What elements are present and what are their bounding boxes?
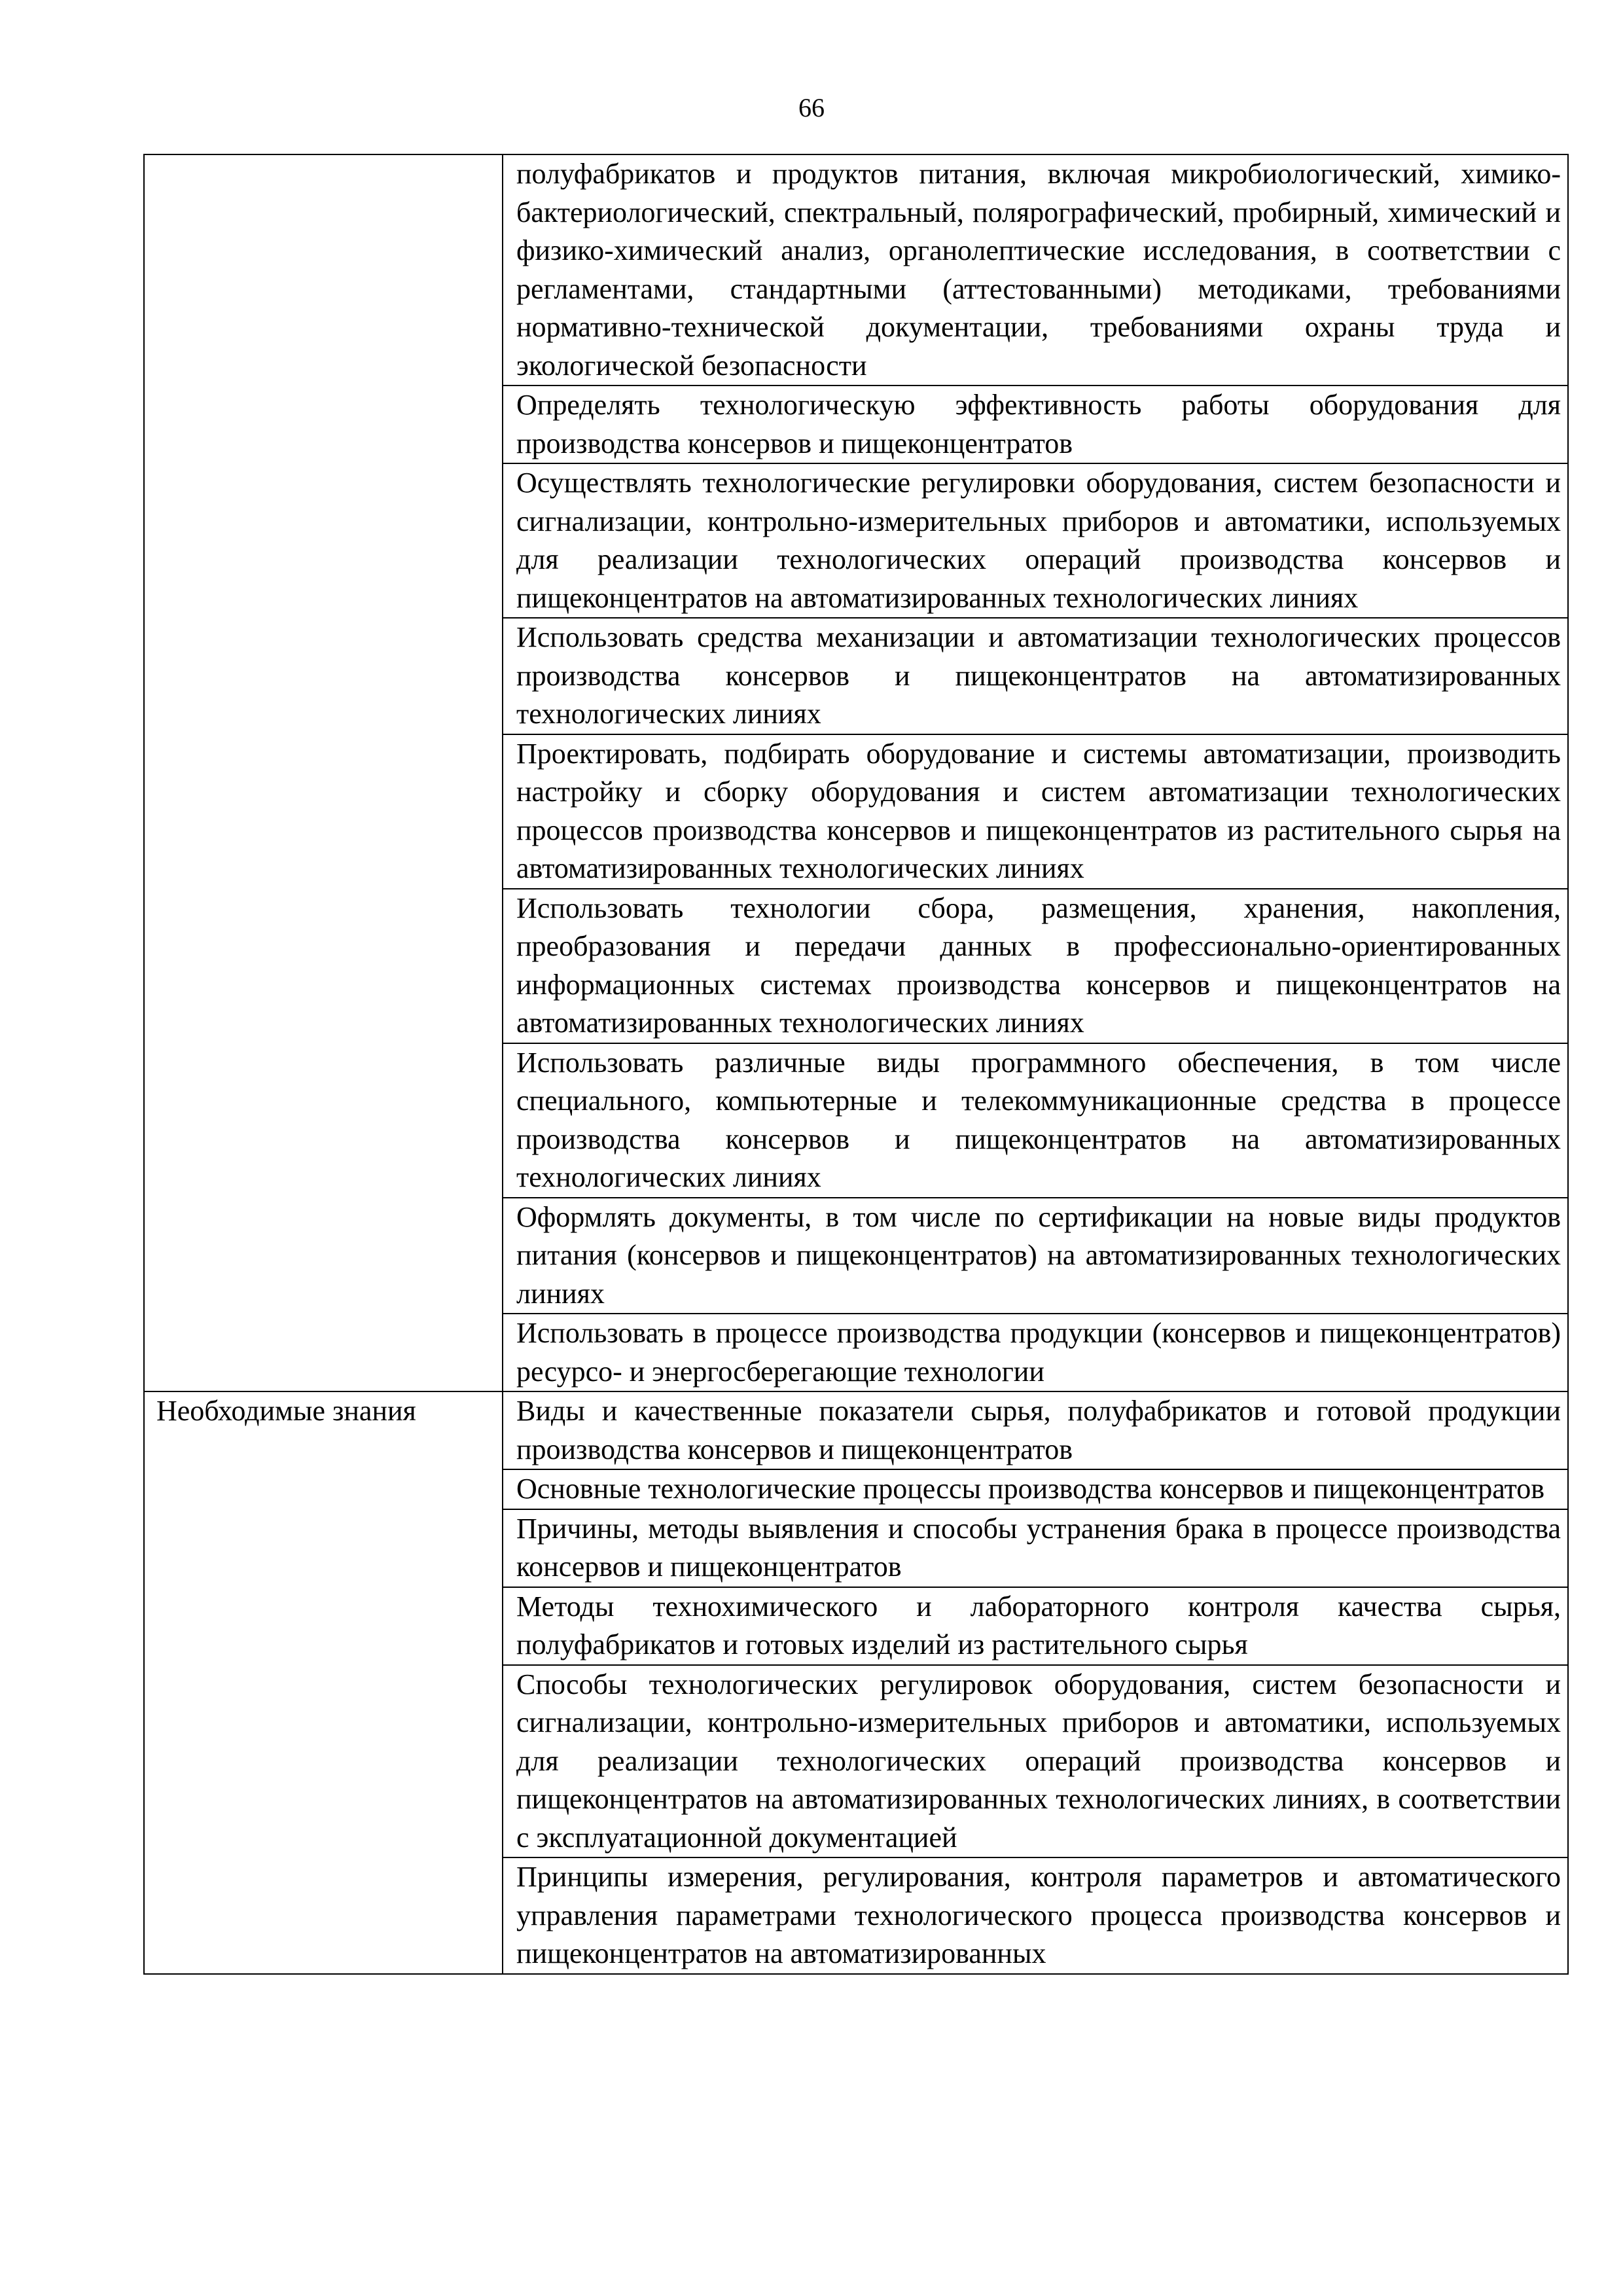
page-number: 66 [798, 93, 825, 122]
skill-cell: Использовать технологии сбора, размещения, хранения, накопления, преобразования и передачи данных в профессионально-ориентированных информационных системах производства консервов и пищеконцентратов на автоматизированных технологических линиях [503, 889, 1568, 1043]
requirements-table [143, 154, 1569, 1975]
label-cell-empty [144, 154, 503, 1391]
knowledge-cell: Виды и качественные показатели сырья, полуфабрикатов и готовой продукции производства консервов и пищеконцентратов [503, 1391, 1568, 1469]
knowledge-cell: Методы технохимического и лабораторного контроля качества сырья, полуфабрикатов и готовых изделий из растительного сырья [503, 1587, 1568, 1665]
skill-cell: Использовать средства механизации и автоматизации технологических процессов производства консервов и пищеконцентратов на автоматизированных технологических линиях [503, 618, 1568, 734]
knowledge-cell: Принципы измерения, регулирования, контроля параметров и автоматического управления параметрами технологического процесса производства консервов и пищеконцентратов на автоматизированных [503, 1857, 1568, 1974]
table-row [144, 1391, 1568, 1469]
skill-cell: Определять технологическую эффективность работы оборудования для производства консервов и пищеконцентратов [503, 386, 1568, 463]
knowledge-cell: Основные технологические процессы производства консервов и пищеконцентратов [503, 1469, 1568, 1509]
table-row [144, 154, 1568, 386]
skill-cell: Проектировать, подбирать оборудование и системы автоматизации, производить настройку и сборку оборудования и систем автоматизации технологических процессов производства консервов и пищеконцентратов из растительного сырья на автоматизированных технологических линиях [503, 734, 1568, 889]
skill-cell: Использовать в процессе производства продукции (консервов и пищеконцентратов) ресурсо- и энергосберегающие технологии [503, 1314, 1568, 1391]
skill-cell: Осуществлять технологические регулировки оборудования, систем безопасности и сигнализации, контрольно-измерительных приборов и автоматики, используемых для реализации технологических операций производства консервов и пищеконцентратов на автоматизированных технологических линиях [503, 463, 1568, 618]
skill-cell: полуфабрикатов и продуктов питания, включая микробиологический, химико-бактериологический, спектральный, полярографический, пробирный, химический и физико-химический анализ, органолептические исследования, в соответствии с регламентами, стандартными (аттестованными) методиками, требованиями нормативно-технической документации, требованиями охраны труда и экологической безопасности [503, 154, 1568, 386]
knowledge-cell: Причины, методы выявления и способы устранения брака в процессе производства консервов и пищеконцентратов [503, 1509, 1568, 1587]
skill-cell: Использовать различные виды программного обеспечения, в том числе специального, компьютерные и телекоммуникационные средства в процессе производства консервов и пищеконцентратов на автоматизированных технологических линиях [503, 1043, 1568, 1198]
skill-cell: Оформлять документы, в том числе по сертификации на новые виды продуктов питания (консервов и пищеконцентратов) на автоматизированных технологических линиях [503, 1198, 1568, 1314]
knowledge-label-cell: Необходимые знания [144, 1391, 503, 1974]
knowledge-cell: Способы технологических регулировок оборудования, систем безопасности и сигнализации, контрольно-измерительных приборов и автоматики, используемых для реализации технологических операций производства консервов и пищеконцентратов на автоматизированных технологических линиях, в соответствии с эксплуатационной документацией [503, 1665, 1568, 1858]
